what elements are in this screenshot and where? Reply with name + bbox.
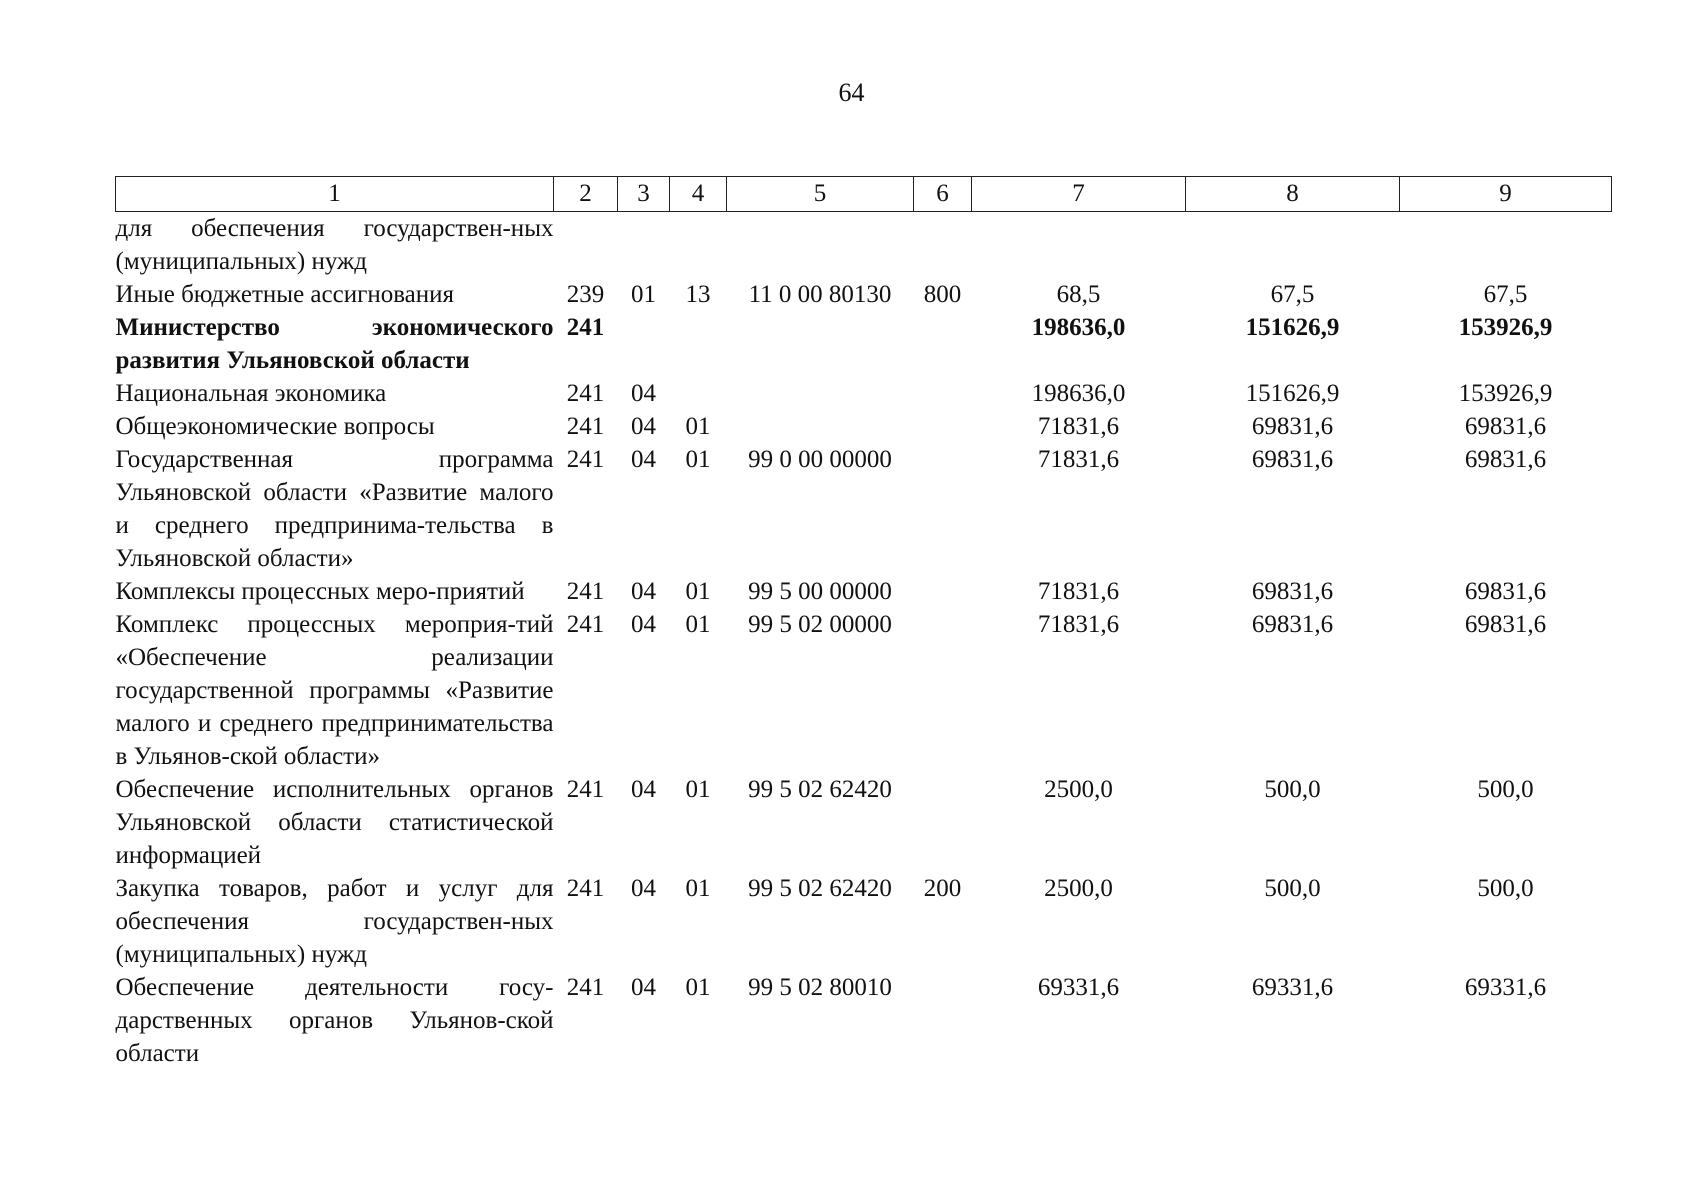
row-name-cell: Государственная программа Ульяновской области «Развитие малого и среднего предпринима-тельства в Ульяновской области» xyxy=(115,446,554,572)
code-cell-col4 xyxy=(670,377,727,410)
row-name-cell: Иные бюджетные ассигнования xyxy=(115,281,455,308)
amount-cell-col8 xyxy=(1186,410,1400,443)
code-cell-col2: 241 xyxy=(566,578,605,605)
code-cell-col3: 04 xyxy=(631,974,656,1001)
amount-value: 69331,6 xyxy=(1464,974,1547,1001)
code-cell-col4: 01 xyxy=(685,875,711,902)
amount-value: 69331,6 xyxy=(1251,974,1334,1001)
amount-value: 500,0 xyxy=(1477,875,1534,902)
amount-value: 2500,0 xyxy=(1044,776,1113,803)
row-name-cell: Министерство экономического развития Ульяновской области xyxy=(115,314,554,374)
table-row xyxy=(116,278,1612,311)
amount-value: 71831,6 xyxy=(1037,578,1120,605)
amount-value: 67,5 xyxy=(1270,281,1315,308)
code-cell-col3: 04 xyxy=(631,380,656,407)
header-cell-col5: 5 xyxy=(727,177,914,212)
amount-cell-col7 xyxy=(972,212,1186,279)
code-cell-col6 xyxy=(914,608,972,773)
amount-cell-col8 xyxy=(1186,773,1400,872)
code-cell-col3: 04 xyxy=(631,413,656,440)
amount-cell-col7 xyxy=(972,311,1186,377)
amount-cell-col9 xyxy=(1400,410,1612,443)
code-cell-col3: 04 xyxy=(631,611,656,638)
amount-cell-col8 xyxy=(1186,872,1400,971)
amount-cell-col8 xyxy=(1186,575,1400,608)
amount-cell-col7 xyxy=(972,377,1186,410)
amount-cell-col9 xyxy=(1400,278,1612,311)
code-cell-col5: 99 5 02 00000 xyxy=(748,611,892,638)
amount-value: 153926,9 xyxy=(1458,380,1553,407)
amount-cell-col9 xyxy=(1400,443,1612,575)
table-row xyxy=(116,608,1612,773)
code-cell-col3: 04 xyxy=(631,776,656,803)
amount-cell-col7 xyxy=(972,575,1186,608)
code-cell-col5: 99 0 00 00000 xyxy=(748,446,892,473)
row-name-cell: Обеспечение деятельности госу-дарственных органов Ульянов-ской области xyxy=(115,974,554,1067)
code-cell-col4: 01 xyxy=(685,413,711,440)
amount-cell-col8 xyxy=(1186,278,1400,311)
code-cell-col6 xyxy=(914,773,972,872)
amount-cell-col9 xyxy=(1400,311,1612,377)
row-name-cell: Комплексы процессных меро-приятий xyxy=(115,578,525,605)
header-cell-col2: 2 xyxy=(554,177,618,212)
code-cell-col5 xyxy=(727,377,914,410)
code-cell-col5: 99 5 02 62420 xyxy=(748,875,892,902)
code-cell-col6 xyxy=(914,443,972,575)
code-cell-col4 xyxy=(670,311,727,377)
row-name-cell: Обеспечение исполнительных органов Ульяновской области статистической информацией xyxy=(115,776,554,869)
row-name-cell: для обеспечения государствен-ных (муниципальных) нужд xyxy=(115,215,554,275)
amount-cell-col8 xyxy=(1186,377,1400,410)
amount-value: 69831,6 xyxy=(1251,611,1334,638)
row-name-cell: Общеэкономические вопросы xyxy=(115,413,435,440)
code-cell-col2: 241 xyxy=(566,974,605,1001)
amount-cell-col7 xyxy=(972,278,1186,311)
amount-value: 198636,0 xyxy=(1031,314,1126,341)
code-cell-col6: 800 xyxy=(923,281,962,308)
row-name-cell: Закупка товаров, работ и услуг для обеспечения государствен-ных (муниципальных) нужд xyxy=(115,875,554,968)
amount-value: 69831,6 xyxy=(1464,578,1547,605)
amount-value: 69831,6 xyxy=(1464,446,1547,473)
amount-value: 151626,9 xyxy=(1245,380,1340,407)
amount-value: 69831,6 xyxy=(1251,413,1334,440)
amount-value: 500,0 xyxy=(1264,875,1321,902)
code-cell-col5: 99 5 02 62420 xyxy=(748,776,892,803)
code-cell-col2: 241 xyxy=(566,413,605,440)
header-cell-col4: 4 xyxy=(670,177,727,212)
code-cell-col2: 241 xyxy=(566,776,605,803)
amount-cell-col8 xyxy=(1186,971,1400,1070)
amount-cell-col7 xyxy=(972,608,1186,773)
code-cell-col6 xyxy=(914,410,972,443)
table-row xyxy=(116,410,1612,443)
amount-cell-col8 xyxy=(1186,311,1400,377)
header-cell-col9: 9 xyxy=(1400,177,1612,212)
amount-cell-col8 xyxy=(1186,212,1400,279)
code-cell-col3: 01 xyxy=(631,281,656,308)
table-row xyxy=(116,773,1612,872)
table-header xyxy=(116,177,1612,212)
code-cell-col5 xyxy=(727,212,914,279)
header-cell-col7: 7 xyxy=(972,177,1186,212)
code-cell-col3 xyxy=(618,311,670,377)
table-row xyxy=(116,377,1612,410)
header-cell-col6: 6 xyxy=(914,177,972,212)
code-cell-col6 xyxy=(914,377,972,410)
code-cell-col5: 99 5 02 80010 xyxy=(748,974,892,1001)
amount-value: 151626,9 xyxy=(1245,314,1340,341)
row-name-cell: Национальная экономика xyxy=(115,380,387,407)
code-cell-col2: 241 xyxy=(566,314,605,341)
amount-value: 68,5 xyxy=(1056,281,1101,308)
table-row xyxy=(116,443,1612,575)
amount-cell-col9 xyxy=(1400,212,1612,279)
code-cell-col3 xyxy=(618,212,670,279)
amount-cell-col9 xyxy=(1400,872,1612,971)
code-cell-col6: 200 xyxy=(923,875,962,902)
code-cell-col2 xyxy=(554,212,618,279)
code-cell-col2: 241 xyxy=(566,875,605,902)
amount-value: 69331,6 xyxy=(1037,974,1120,1001)
code-cell-col6 xyxy=(914,971,972,1070)
amount-cell-col8 xyxy=(1186,443,1400,575)
header-cell-col1: 1 xyxy=(116,177,554,212)
page-number: 64 xyxy=(838,78,865,107)
amount-cell-col9 xyxy=(1400,575,1612,608)
code-cell-col4: 01 xyxy=(685,974,711,1001)
amount-value: 500,0 xyxy=(1264,776,1321,803)
code-cell-col4: 13 xyxy=(685,281,711,308)
code-cell-col4: 01 xyxy=(685,611,711,638)
amount-value: 69831,6 xyxy=(1464,611,1547,638)
amount-cell-col9 xyxy=(1400,608,1612,773)
amount-cell-col8 xyxy=(1186,608,1400,773)
code-cell-col3: 04 xyxy=(631,578,656,605)
amount-cell-col9 xyxy=(1400,971,1612,1070)
code-cell-col3: 04 xyxy=(631,446,656,473)
code-cell-col6 xyxy=(914,212,972,279)
amount-value: 2500,0 xyxy=(1044,875,1113,902)
code-cell-col6 xyxy=(914,575,972,608)
amount-value: 67,5 xyxy=(1483,281,1528,308)
code-cell-col2: 241 xyxy=(566,380,605,407)
header-cell-col8: 8 xyxy=(1186,177,1400,212)
row-name-cell: Комплекс процессных мероприя-тий «Обеспечение реализации государственной программы «Развитие малого и среднего предпринимательства в Ульянов-ской области» xyxy=(115,611,554,770)
amount-value: 71831,6 xyxy=(1037,413,1120,440)
table-body xyxy=(116,212,1612,1071)
amount-cell-col7 xyxy=(972,971,1186,1070)
table-row xyxy=(116,575,1612,608)
code-cell-col2: 241 xyxy=(566,446,605,473)
amount-cell-col7 xyxy=(972,773,1186,872)
code-cell-col4 xyxy=(670,212,727,279)
amount-value: 69831,6 xyxy=(1464,413,1547,440)
amount-value: 71831,6 xyxy=(1037,611,1120,638)
table-row xyxy=(116,971,1612,1070)
code-cell-col5: 99 5 00 00000 xyxy=(748,578,892,605)
header-cell-col3: 3 xyxy=(618,177,670,212)
code-cell-col4: 01 xyxy=(685,776,711,803)
amount-value: 153926,9 xyxy=(1458,314,1553,341)
header-row xyxy=(116,177,1612,212)
amount-cell-col9 xyxy=(1400,377,1612,410)
code-cell-col4: 01 xyxy=(685,446,711,473)
amount-cell-col7 xyxy=(972,443,1186,575)
amount-value: 71831,6 xyxy=(1037,446,1120,473)
code-cell-col3: 04 xyxy=(631,875,656,902)
code-cell-col4: 01 xyxy=(685,578,711,605)
code-cell-col5: 11 0 00 80130 xyxy=(748,281,892,308)
amount-value: 198636,0 xyxy=(1031,380,1126,407)
table-row xyxy=(116,872,1612,971)
code-cell-col2: 241 xyxy=(566,611,605,638)
code-cell-col6 xyxy=(914,311,972,377)
code-cell-col2: 239 xyxy=(566,281,605,308)
table-row xyxy=(116,212,1612,279)
amount-value: 69831,6 xyxy=(1251,446,1334,473)
code-cell-col5 xyxy=(727,410,914,443)
code-cell-col5 xyxy=(727,311,914,377)
amount-value: 69831,6 xyxy=(1251,578,1334,605)
amount-value: 500,0 xyxy=(1477,776,1534,803)
budget-table xyxy=(115,176,1612,1070)
amount-cell-col7 xyxy=(972,872,1186,971)
table-row xyxy=(116,311,1612,377)
amount-cell-col7 xyxy=(972,410,1186,443)
amount-cell-col9 xyxy=(1400,773,1612,872)
